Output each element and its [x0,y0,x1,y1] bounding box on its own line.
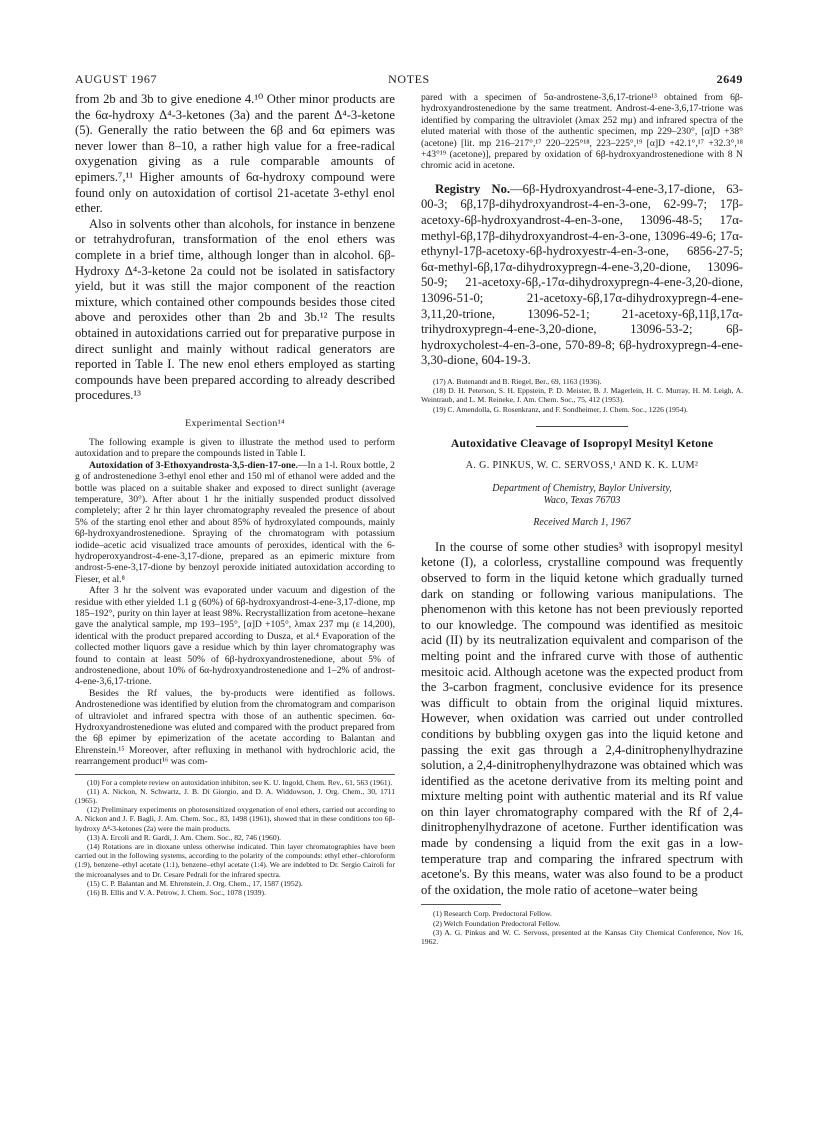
footnote: (19) C. Amendolla, G. Rosenkranz, and F. Sondheimer, J. Chem. Soc., 1226 (1954). [433,404,688,414]
footnote-rule [421,904,501,905]
footnote: (1) Research Corp. Predoctoral Fellow. [433,909,552,919]
affiliation-city: Waco, Texas 76703 [543,494,621,506]
page-number: 2649 [716,72,743,86]
footnote-rule [75,774,395,775]
registry-label: Registry No. [435,181,511,196]
affiliation-department: Department of Chemistry, Baylor University, [492,482,672,494]
article-separator [536,426,628,427]
experimental-paragraph: Besides the Rf values, the by-products were identified as follows. Androstenedione was identified by elution from the chromatogram and comparison of ultraviolet and infrared spectra with those of an authentic specimen. 6α-Hydroxyandrostenedione was eluted and compared with the product prepared from the 6β epimer by epimerization of the acetate according to Balantan and Ehrenstein.¹⁵ Moreover, after refluxing in methanol with hydrochloric acid, the rearrangement product¹⁶ was com- [75,687,395,768]
registry-text: —6β-Hydroxyandrost-4-ene-3,17-dione, 63-00-3; 6β,17β-dihydroxyandrost-4-en-3-one, 62-99-7; 17β-acetoxy-6β-hydroxyandrost-4-en-3-one, 13096-48-5; 17α-methyl-6β,17β-dihydroxyandrost-4-en-3-one, 13096-49-6; 17α-ethynyl-17β-acetoxy-6β-hydroxyestr-4-en-3-one, 6856-27-5; 6α-methyl-6β,17α-dihydroxypregn-4-ene-3,20-dione, 13096-50-9; 21-acetoxy-6β,-17α-dihydroxypregn-4-ene-3,20-dione, 13096-51-0; 21-acetoxy-6β,17α-dihydroxypregn-4-ene-3,11,20-trione, 13096-52-1; 21-acetoxy-6β,11β,17α-trihydroxypregn-4-ene-3,20-dione, 13096-53-2; 6β-hydroxycholest-4-en-3-one, 570-89-8; 6β-hydroxypregn-4-ene-3,30-dione, 604-19-3. [421,181,743,368]
registry-paragraph [421,182,743,369]
footnotes-block [421,377,743,414]
experimental-paragraph [75,460,395,585]
experimental-paragraph: The following example is given to illustrate the method used to perform autoxidation and to prepare the compounds listed in Table I. [75,436,395,460]
footnote: (16) B. Ellis and V. A. Petrow, J. Chem. Soc., 1078 (1939). [87,888,266,898]
footnote: (3) A. G. Pinkus and W. C. Servoss, presented at the Kansas City Chemical Conference, Nov 16, 1962. [421,927,743,947]
footnote: (12) Preliminary experiments on photosensitized oxygenation of enol ethers, carried out according to A. Nickon and J. F. Bagli, J. Am. Chem. Soc., 83, 1498 (1961), showed that in these conditions too 6β-hydroxy Δ⁴-3-ketones (2a) were the main products. [75,805,395,833]
experimental-paragraph: After 3 hr the solvent was evaporated under vacuum and digestion of the residue with ether yielded 1.1 g (60%) of 6β-hydroxyandrost-4-ene-3,17-dione, mp 185–192°, purity on thin layer at least 98%. Recrystallization from acetone–hexane gave the analytical sample, mp 193–195°, [α]D +105°, λmax 237 mμ (ε 14,200), identical with the product prepared according to Dusza, et al.⁴ Evaporation of the collected mother liquors gave a residue which by thin layer chromatography was found to contain at least 50% of 6β-hydroxyandrostenedione, about 5% of androstenedione, about 10% of 6α-hydroxyandrostenedione and 1–2% of androst-4-ene-3,6,17-trione. [75,585,395,688]
page-header [75,72,743,88]
body-paragraph: from 2b and 3b to give enedione 4.¹⁰ Other minor products are the 6α-hydroxy Δ⁴-3-ketones (3a) and the parent Δ⁴-3-ketone (5). Generally the ratio between the 6β and 6α epimers was never lower than 8–10, a rather high value for a free-radical oxygenation giving as a rule comparable amounts of epimers.⁷,¹¹ Higher amounts of 6α-hydroxy compound were found only on autoxidation of cortisol 21-acetate 3-ethyl enol ether. [75,92,395,216]
affiliation [421,483,743,507]
footnote: (11) A. Nickon, N. Schwartz, J. B. Di Giorgio, and D. A. Widdowson, J. Org. Chem., 30, 1711 (1965). [75,786,395,806]
running-head-section: NOTES [388,72,430,86]
footnote: (2) Welch Foundation Predoctoral Fellow. [433,918,561,928]
article-title: Autoxidative Cleavage of Isopropyl Mesityl Ketone [450,436,714,450]
footnote: (18) D. H. Peterson, S. H. Eppstein, P. D. Meister, B. J. Magerlein, H. C. Murray, H. M. Leigh, A. Weintraub, and L. M. Reineke, J. Am. Chem. Soc., 75, 412 (1953). [421,386,743,405]
footnote: (13) A. Ercoli and R. Gardi, J. Am. Chem. Soc., 82, 746 (1960). [87,832,282,842]
body-paragraph: In the course of some other studies³ with isopropyl mesityl ketone (I), a colorless, crystalline compound was frequently observed to form in the liquid ketone which gradually turned dark on standing or following various manipulations. The phenomenon with this ketone has not been previously reported to our knowledge. The compound was identified as mesitoic acid (II) by its neutralization equivalent and comparison of the melting point and the infrared curve with those of authentic mesitoic acid. Although acetone was the expected product from the 3-carbon fragment, conclusive evidence for its presence was difficult to obtain from the original liquid mixtures. However, when oxidation was carried out under controlled conditions by bubbling oxygen gas into the liquid ketone and passing the exit gas through a 2,4-dinitrophenylhydrazine solution, a 2,4-dinitrophenylhydrazone was obtained which was identified as the acetone derivative from its melting point and mixture melting point with authentic material and its Rf value on thin layer chromatography compared with the Rf of 2,4-dinitrophenylhydrazone of acetone. Further identification was made by condensing a liquid from the exit gas in a low-temperature trap and comparing the infrared spectrum with acetone's. By this means, water was also found to be a product of the oxidation, the mole ratio of acetone–water being [421,539,743,897]
footnote: (10) For a complete review on autoxidation inhibiton, see K. U. Ingold, Chem. Rev., 61, 563 (1961). [87,777,393,787]
received-date: Received March 1, 1967 [533,516,631,528]
experimental-text: —In a 1-l. Roux bottle, 2 g of androstenedione 3-ethyl enol ether and 150 ml of ethanol were added and the bottle was placed on a suitable shaker and exposed to direct sunlight (average temperature, 30°). After about 1 hr the initially suspended product dissolved completely; after 2 hr thin layer chromatography revealed the presence of about 5% of the starting enol ether and about 85% of hydroxylated compounds, mainly 6β-hydroxyandrostenedione. Spraying of the chromatogram with potassium iodide–acetic acid visualized trace amounts of peroxides, identical with the 6-hydroperoxyandrost-4-ene-3,17-dione, prepared as an epimeric mixture from androst-5-ene-3,17-dione by benzoyl peroxide initiated autoxidation according to Fieser, et al.⁸ [75,459,395,585]
footnote: (15) C. P. Balantan and M. Ehrenstein, J. Org. Chem., 17, 1587 (1952). [87,878,303,888]
footnote: (14) Rotations are in dioxane unless otherwise indicated. Thin layer chromatographies have been carried out in the following systems, according to the polarity of the compounds: ethyl ether–chloroform (1:9), benzene–ethyl acetate (1:1), benzene–ethyl acetate (1:4). We are indebted to Dr. Sergio Cairoli for the microanalyses and to Dr. Cesare Pedrali for the infrared spectra. [75,842,395,879]
running-head-date: AUGUST 1967 [75,72,158,86]
body-paragraph: Also in solvents other than alcohols, for instance in benzene or tetrahydrofuran, transformation of the enol ethers was complete in a brief time, although longer than in alcohol. 6β-Hydroxy Δ⁴-3-ketone 2a could not be isolated in satisfactory yield, but it was still the major component of the reaction mixture, which contained other compounds besides those cited above and peroxides other than 2b and 3b.¹² The results obtained in autoxidations carried out for preparative purpose in direct sunlight and mainly without radical generators are reported in Table I. The new enol ethers employed as starting compounds have been prepared according to already described procedures.¹³ [75,216,395,403]
section-heading: Experimental Section¹⁴ [185,417,285,429]
right-column [421,92,743,946]
left-column [75,92,395,897]
experimental-paragraph: pared with a specimen of 5α-androstene-3,6,17-trione¹³ obtained from 6β-hydroxyandrostenedione by the same treatment. Androst-4-ene-3,6,17-trione was identified by comparing the ultraviolet (λmax 252 mμ) and infrared spectra of the eluted material with those of the authentic specimen, mp 229–230°, [α]D +38° (acetone) [lit. mp 216–217°,¹⁷ 220–225°¹⁸, 223–225°,¹⁹ [α]D +42.1°,¹⁷ +32.3°,¹⁸ +43°¹⁹ (acetone)], prepared by oxidation of 6β-hydroxyandrostenedione with 8 N chromic acid in acetone. [421,92,743,172]
article-authors: A. G. PINKUS, W. C. SERVOSS,¹ AND K. K. LUM² [465,459,699,471]
footnote: (17) A. Butenandt and B. Riegel, Ber., 69, 1163 (1936). [433,376,602,386]
run-in-heading: Autoxidation of 3-Ethoxyandrosta-3,5-dien-17-one. [89,459,298,471]
